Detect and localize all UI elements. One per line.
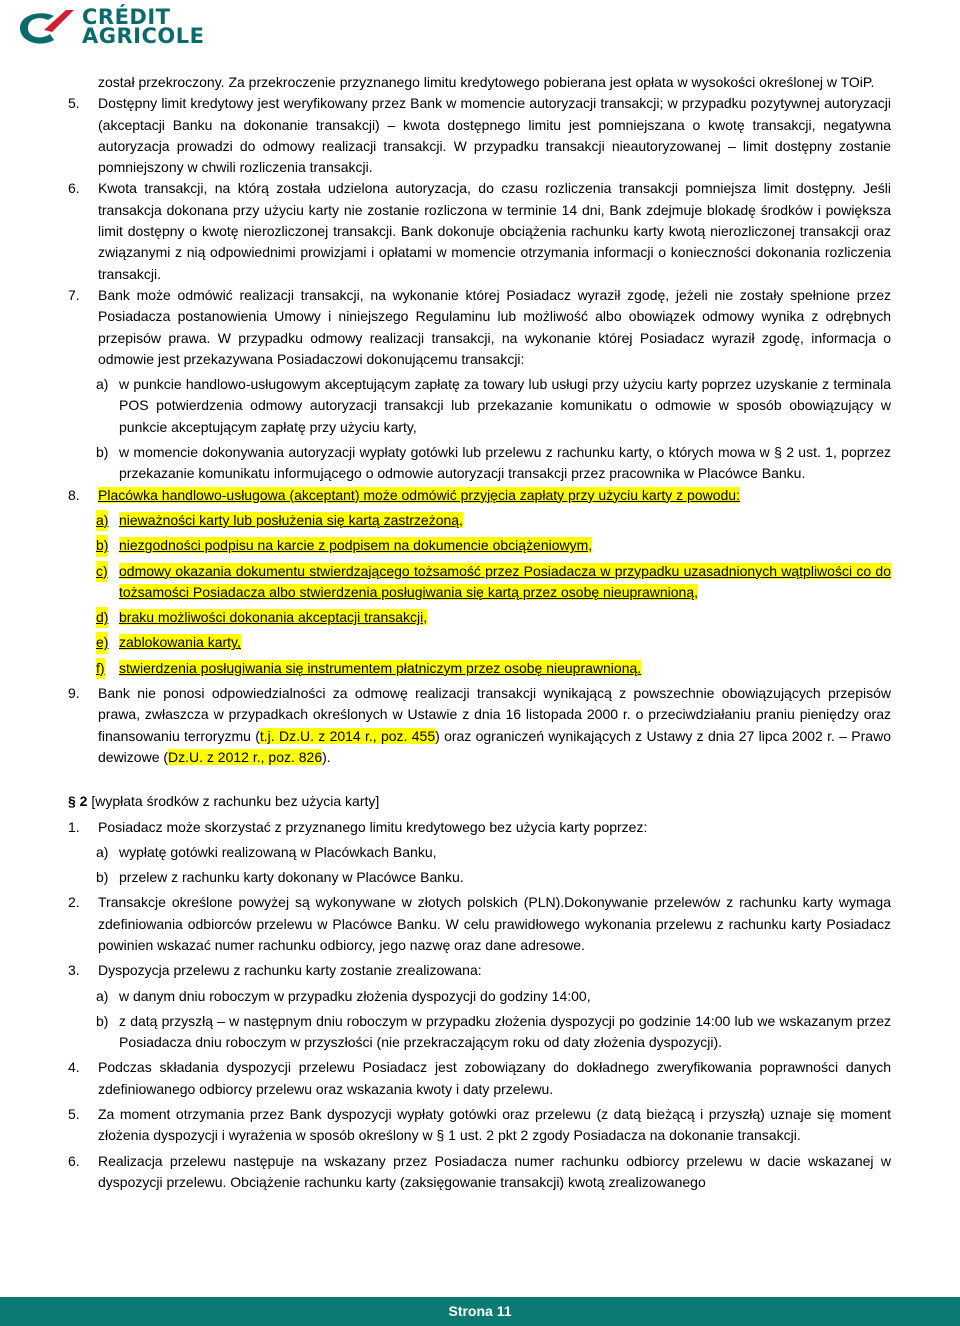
paragraph-number: 2.	[68, 894, 80, 911]
paragraph-number: 5.	[68, 95, 80, 112]
paragraph-8-item-c	[68, 561, 891, 604]
section-2-paragraph-3	[68, 960, 891, 981]
paragraph-number: 4.	[68, 1059, 80, 1076]
section-2-paragraph-3-item-b	[68, 1011, 891, 1054]
paragraph-8-item-e	[68, 632, 891, 653]
item-text: niezgodności podpisu na karcie z podpisem na dokumencie obciążeniowym,	[119, 537, 593, 554]
item-label: e)	[96, 632, 108, 653]
paragraph-number: 6.	[68, 180, 80, 197]
paragraph-text: Bank może odmówić realizacji transakcji, na wykonanie której Posiadacz wyraził zgodę, jeżeli nie zostały spełnione przez Posiadacza postanowienia Umowy i niniejszego Regulaminu lub możliwość albo obowiązek odmowy wynika z odrębnych przepisów prawa. W przypadku odmowy realizacji transakcji, na wykonanie której Posiadacz wyraził zgodę, informacja o odmowie jest przekazywana Posiadaczowi dokonującemu transakcji:	[98, 286, 891, 367]
paragraph-text: ) oraz ograniczeń wynikających z Ustawy z dnia 27 lipca 2002 r. – Prawo dewizowe (	[98, 727, 891, 765]
item-label: b)	[96, 1012, 109, 1029]
section-2-paragraph-1-item-b	[68, 867, 891, 888]
paragraph-number: 9.	[68, 685, 80, 702]
section-2-paragraph-6	[68, 1151, 891, 1194]
paragraph-8	[68, 485, 891, 506]
paragraph-number: 1.	[68, 818, 80, 835]
section-2-paragraph-1-item-a	[68, 842, 891, 863]
legal-reference-highlight: t.j. Dz.U. z 2014 r., poz. 455	[259, 727, 436, 744]
item-label: c)	[96, 561, 108, 582]
paragraph-9	[68, 683, 891, 768]
item-text: przelew z rachunku karty dokonany w Placówce Banku.	[119, 869, 464, 886]
paragraph-5	[68, 93, 891, 178]
paragraph-7-item-b	[68, 442, 891, 485]
item-label: a)	[96, 987, 109, 1004]
paragraph-number: 5.	[68, 1106, 80, 1123]
paragraph-number: 6.	[68, 1152, 80, 1169]
paragraph-7-item-a	[68, 374, 891, 438]
section-2-paragraph-1	[68, 817, 891, 838]
item-text: zablokowania karty,	[119, 634, 241, 651]
paragraph-8-item-d	[68, 607, 891, 628]
legal-reference-highlight: Dz.U. z 2012 r., poz. 826	[168, 748, 323, 765]
paragraph-text: Za moment otrzymania przez Bank dyspozycji wypłaty gotówki oraz przelewu (z datą bieżącą i przyszłą) uznaje się moment złożenia dyspozycji i wyrażenia w sposób określony w § 1 ust. 2 pkt 2 zgody Posiadacza na dokonanie transakcji.	[98, 1106, 891, 1144]
paragraph-text: ).	[322, 748, 331, 765]
paragraph-text: Dyspozycja przelewu z rachunku karty zostanie zrealizowana:	[98, 962, 482, 979]
item-text: braku możliwości dokonania akceptacji transakcji,	[119, 609, 428, 626]
item-label: a)	[96, 510, 108, 531]
paragraph-text: Transakcje określone powyżej są wykonywane w złotych polskich (PLN).Dokonywanie przelewów z rachunku karty wymaga zdefiniowania odbiorców przelewu w Placówce Banku. W celu prawidłowego wykonania przelewu z rachunku karty Posiadacz powinien wskazać numer rachunku odbiorcy, jego nazwę oraz dane adresowe.	[98, 894, 891, 953]
item-text: stwierdzenia posługiwania się instrumentem płatniczym przez osobę nieuprawnioną.	[119, 659, 642, 676]
paragraph-number: 3.	[68, 962, 80, 979]
logo-line-2: AGRICOLE	[82, 24, 205, 48]
item-label: a)	[96, 376, 109, 393]
paragraph-number: 8.	[68, 486, 80, 503]
item-label: b)	[96, 869, 109, 886]
paragraph-7	[68, 285, 891, 370]
item-text: w danym dniu roboczym w przypadku złożenia dyspozycji do godziny 14:00,	[119, 987, 591, 1004]
paragraph-text: Bank nie ponosi odpowiedzialności za odmowę realizacji transakcji wynikającą z powszechnie obowiązujących przepisów prawa, zwłaszcza w przypadkach określonych w Ustawie z dnia 16 listopada 2000 r. o przeciwdziałaniu praniu pieniędzy oraz finansowaniu terroryzmu (	[98, 685, 891, 744]
item-label: b)	[96, 444, 109, 461]
item-text: odmowy okazania dokumentu stwierdzającego tożsamość przez Posiadacza w przypadku uzasadnionych wątpliwości co do tożsamości Posiadacza albo stwierdzenia posługiwania się kartą przez osobę nieuprawnioną,	[119, 562, 891, 600]
logo-line-1: CRÉDIT	[82, 5, 171, 29]
intro-paragraph: został przekroczony. Za przekroczenie przyznanego limitu kredytowego pobierana jest opłata w wysokości określonej w TOiP.	[98, 74, 875, 90]
item-text: z datą przyszłą – w następnym dniu roboczym w przypadku złożenia dyspozycji po godzinie 14:00 lub we wskazanym przez Posiadacza dniu roboczym w przyszłości (nie przekraczającym roku od daty złożenia dyspozycji).	[119, 1012, 891, 1051]
item-text: wypłatę gotówki realizowaną w Placówkach Banku,	[119, 843, 437, 860]
item-label: d)	[96, 607, 108, 628]
page-footer	[0, 1297, 960, 1326]
item-label: a)	[96, 843, 109, 860]
item-text: w momencie dokonywania autoryzacji wypłaty gotówki lub przelewu z rachunku karty, o których mowa w § 2 ust. 1, poprzez przekazanie komunikatu informującego o odmowie autoryzacji transakcji przez pracownika w Placówce Banku.	[119, 444, 891, 482]
section-heading	[68, 791, 891, 812]
section-title: [wypłata środków z rachunku bez użycia karty]	[87, 793, 380, 810]
page-number: Strona 11	[448, 1303, 512, 1319]
item-text: nieważności karty lub posłużenia się kartą zastrzeżoną,	[119, 511, 463, 528]
item-label: b)	[96, 535, 108, 556]
paragraph-text: Kwota transakcji, na którą została udzielona autoryzacja, do czasu rozliczenia transakcji pomniejsza limit dostępny. Jeśli transakcja dokonana przy użyciu karty nie zostanie rozliczona w terminie 14 dni, Bank zdejmuje blokadę środków i powiększa limit dostępny o kwotę nierozliczonej transakcji. Bank dokonuje obciążenia rachunku karty kwotą nierozliczonej transakcji oraz związanymi z nią odpowiednimi prowizjami i opłatami w momencie otrzymania informacji o konieczności dokonania rozliczenia transakcji.	[98, 180, 891, 282]
paragraph-text: Realizacja przelewu następuje na wskazany przez Posiadacza numer rachunku odbiorcy przelewu w dacie wskazanej w dyspozycji przelewu. Obciążenie rachunku karty (zaksięgowanie transakcji) kwotą zrealizowanego	[98, 1152, 891, 1190]
document-body	[68, 72, 891, 1193]
item-text: w punkcie handlowo-usługowym akceptującym zapłatę za towary lub usługi przy użyciu karty poprzez uzyskanie z terminala POS potwierdzenia odmowy autoryzacji transakcji lub przekazanie komunikatu o odmowie w sposób obowiązujący w punkcie akceptującym zapłatę przy użyciu karty,	[119, 376, 891, 435]
paragraph-text: Podczas składania dyspozycji przelewu Posiadacz jest zobowiązany do dokładnego zweryfikowania poprawności danych zdefiniowanego odbiorcy przelewu oraz wskazania kwoty i daty przelewu.	[98, 1059, 891, 1097]
paragraph-8-item-a	[68, 510, 891, 531]
section-2-paragraph-3-item-a	[68, 986, 891, 1007]
section-2-paragraph-4	[68, 1057, 891, 1100]
paragraph-8-item-b	[68, 535, 891, 556]
item-label: f)	[96, 658, 105, 679]
section-2-paragraph-5	[68, 1104, 891, 1147]
paragraph-text: Posiadacz może skorzystać z przyznanego limitu kredytowego bez użycia karty poprzez:	[98, 818, 648, 835]
paragraph-6	[68, 178, 891, 284]
paragraph-8-item-f	[68, 658, 891, 679]
section-2-paragraph-2	[68, 892, 891, 956]
credit-agricole-logo	[14, 4, 204, 50]
section-symbol: § 2	[68, 793, 88, 810]
paragraph-text: Placówka handlowo-usługowa (akceptant) może odmówić przyjęcia zapłaty przy użyciu karty z powodu:	[98, 486, 740, 503]
paragraph-number: 7.	[68, 286, 80, 303]
logo-emblem-icon	[14, 6, 78, 48]
paragraph-text: Dostępny limit kredytowy jest weryfikowany przez Bank w momencie autoryzacji transakcji; w przypadku pozytywnej autoryzacji (akceptacji Banku na dokonanie transakcji) – kwota dostępnego limitu jest pomniejszana o kwotę transakcji, negatywna autoryzacja prowadzi do odmowy realizacji transakcji. W przypadku transakcji nieautoryzowanej – limit dostępny zostanie pomniejszony w chwili rozliczenia transakcji.	[98, 95, 891, 176]
